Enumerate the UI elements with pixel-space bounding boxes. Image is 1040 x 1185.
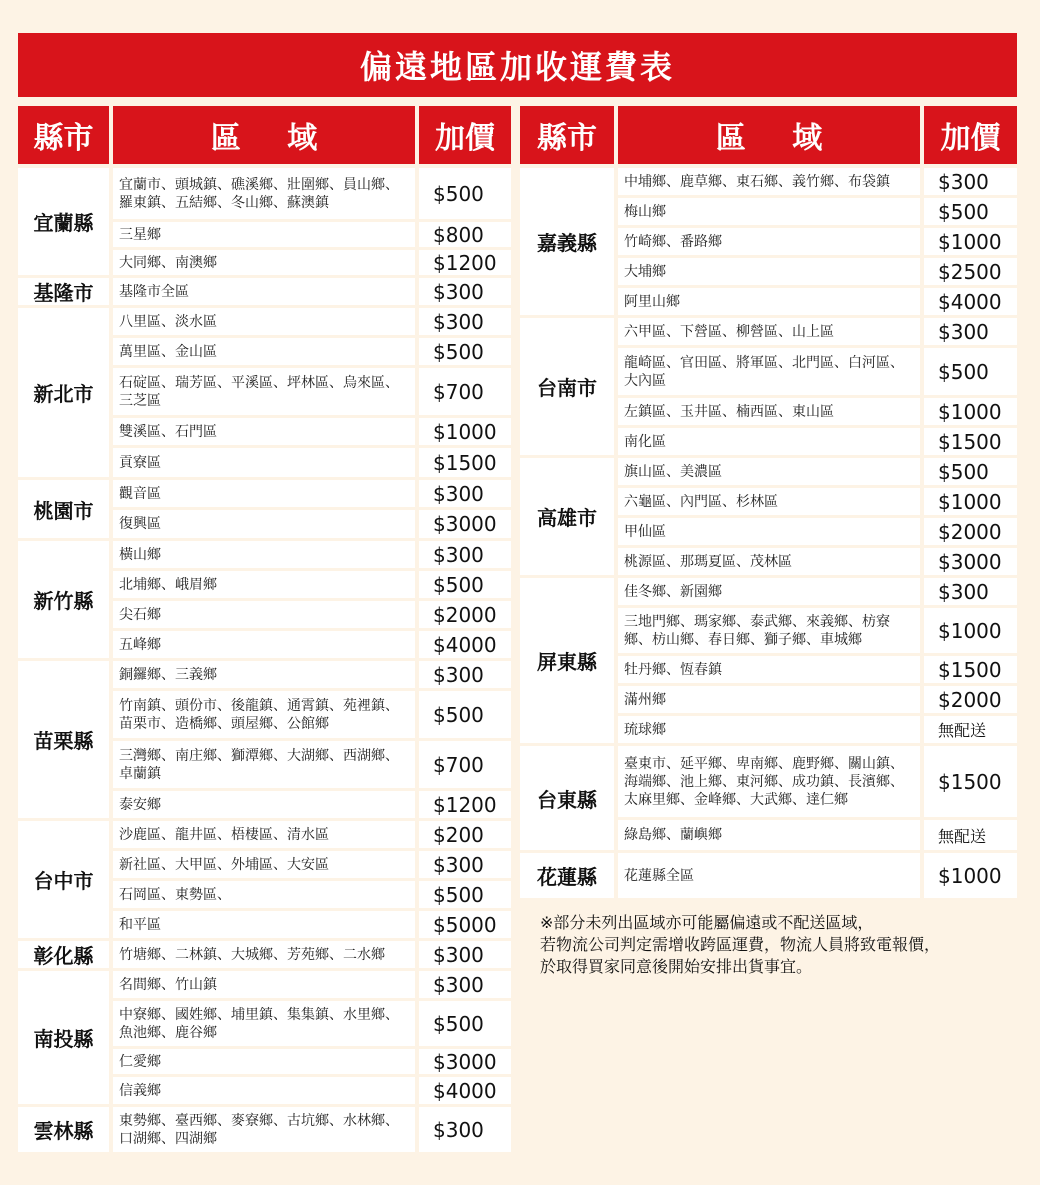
- price-cell: $300: [419, 971, 511, 998]
- region-cell: 大同鄉、南澳鄉: [113, 250, 415, 275]
- price-cell: $1000: [419, 418, 511, 445]
- note-line: ※部分未列出區域亦可能屬偏遠或不配送區域，: [540, 913, 874, 932]
- price-cell: $2500: [924, 258, 1017, 285]
- price-cell: $500: [419, 881, 511, 908]
- region-cell: 龍崎區、官田區、將軍區、北門區、白河區、大內區: [618, 348, 920, 395]
- price-cell: $500: [419, 691, 511, 738]
- price-cell: $1000: [924, 853, 1017, 898]
- region-cell: 甲仙區: [618, 518, 920, 545]
- price-cell: 無配送: [924, 716, 1017, 743]
- region-cell: 橫山鄉: [113, 541, 415, 568]
- city-cell: 宜蘭縣: [18, 168, 109, 275]
- region-cell: 阿里山鄉: [618, 288, 920, 315]
- region-cell: 五峰鄉: [113, 631, 415, 658]
- region-cell: 宜蘭市、頭城鎮、礁溪鄉、壯圍鄉、員山鄉、羅東鎮、五結鄉、冬山鄉、蘇澳鎮: [113, 168, 415, 219]
- region-cell: 萬里區、金山區: [113, 338, 415, 365]
- city-cell: 台中市: [18, 821, 109, 938]
- price-cell: $1000: [924, 398, 1017, 425]
- region-cell: 三灣鄉、南庄鄉、獅潭鄉、大湖鄉、西湖鄉、卓蘭鎮: [113, 741, 415, 788]
- price-cell: $3000: [419, 1049, 511, 1074]
- price-cell: $200: [419, 821, 511, 848]
- region-cell: 貢寮區: [113, 448, 415, 477]
- city-cell: 屏東縣: [520, 578, 614, 743]
- region-cell: 牡丹鄉、恆春鎮: [618, 656, 920, 683]
- price-cell: $1500: [924, 746, 1017, 817]
- region-cell: 東勢鄉、臺西鄉、麥寮鄉、古坑鄉、水林鄉、口湖鄉、四湖鄉: [113, 1107, 415, 1152]
- price-cell: 無配送: [924, 820, 1017, 850]
- price-cell: $300: [419, 541, 511, 568]
- price-cell: $500: [419, 571, 511, 598]
- city-cell: 嘉義縣: [520, 168, 614, 315]
- price-cell: $3000: [419, 510, 511, 538]
- price-cell: $700: [419, 368, 511, 415]
- shipping-note: [540, 912, 1030, 978]
- price-cell: $1500: [924, 428, 1017, 455]
- price-cell: $300: [924, 578, 1017, 605]
- city-cell: 桃園市: [18, 480, 109, 538]
- price-cell: $500: [419, 1001, 511, 1046]
- region-cell: 南化區: [618, 428, 920, 455]
- price-cell: $700: [419, 741, 511, 788]
- price-cell: $2000: [419, 601, 511, 628]
- note-line: 於取得買家同意後開始安排出貨事宜。: [540, 957, 813, 976]
- region-cell: 新社區、大甲區、外埔區、大安區: [113, 851, 415, 878]
- region-cell: 竹南鎮、頭份市、後龍鎮、通霄鎮、苑裡鎮、苗栗市、造橋鄉、頭屋鄉、公館鄉: [113, 691, 415, 738]
- region-cell: 中寮鄉、國姓鄉、埔里鎮、集集鎮、水里鄉、魚池鄉、鹿谷鄉: [113, 1001, 415, 1046]
- price-cell: $1500: [924, 656, 1017, 683]
- city-cell: 新竹縣: [18, 541, 109, 658]
- region-cell: 銅鑼鄉、三義鄉: [113, 661, 415, 688]
- region-cell: 八里區、淡水區: [113, 308, 415, 335]
- region-cell: 臺東市、延平鄉、卑南鄉、鹿野鄉、關山鎮、海端鄉、池上鄉、東河鄉、成功鎮、長濱鄉、太麻里鄉、金峰鄉、大武鄉、達仁鄉: [618, 746, 920, 817]
- price-cell: $1500: [419, 448, 511, 477]
- left-header-region: 區 域: [113, 106, 415, 164]
- price-cell: $300: [419, 851, 511, 878]
- region-cell: 琉球鄉: [618, 716, 920, 743]
- region-cell: 泰安鄉: [113, 791, 415, 818]
- price-cell: $500: [924, 198, 1017, 225]
- region-cell: 桃源區、那瑪夏區、茂林區: [618, 548, 920, 575]
- region-cell: 六甲區、下營區、柳營區、山上區: [618, 318, 920, 345]
- region-cell: 尖石鄉: [113, 601, 415, 628]
- region-cell: 和平區: [113, 911, 415, 938]
- region-cell: 中埔鄉、鹿草鄉、東石鄉、義竹鄉、布袋鎮: [618, 168, 920, 195]
- price-cell: $1200: [419, 250, 511, 275]
- price-cell: $4000: [419, 1077, 511, 1104]
- left-header-price: 加價: [419, 106, 511, 164]
- price-cell: $3000: [924, 548, 1017, 575]
- price-cell: $5000: [419, 911, 511, 938]
- price-cell: $300: [419, 480, 511, 507]
- left-header-city: 縣市: [18, 106, 109, 164]
- region-cell: 六龜區、內門區、杉林區: [618, 488, 920, 515]
- price-cell: $1000: [924, 488, 1017, 515]
- region-cell: 竹崎鄉、番路鄉: [618, 228, 920, 255]
- price-cell: $4000: [419, 631, 511, 658]
- region-cell: 仁愛鄉: [113, 1049, 415, 1074]
- price-cell: $500: [419, 338, 511, 365]
- right-header-region: 區 域: [618, 106, 920, 164]
- city-cell: 彰化縣: [18, 941, 109, 968]
- price-cell: $300: [419, 308, 511, 335]
- region-cell: 名間鄉、竹山鎮: [113, 971, 415, 998]
- region-cell: 石岡區、東勢區、: [113, 881, 415, 908]
- price-cell: $2000: [924, 518, 1017, 545]
- region-cell: 復興區: [113, 510, 415, 538]
- region-cell: 旗山區、美濃區: [618, 458, 920, 485]
- region-cell: 竹塘鄉、二林鎮、大城鄉、芳苑鄉、二水鄉: [113, 941, 415, 968]
- region-cell: 觀音區: [113, 480, 415, 507]
- region-cell: 花蓮縣全區: [618, 853, 920, 898]
- region-cell: 信義鄉: [113, 1077, 415, 1104]
- price-cell: $2000: [924, 686, 1017, 713]
- region-cell: 北埔鄉、峨眉鄉: [113, 571, 415, 598]
- region-cell: 滿州鄉: [618, 686, 920, 713]
- region-cell: 綠島鄉、蘭嶼鄉: [618, 820, 920, 850]
- city-cell: 新北市: [18, 308, 109, 477]
- city-cell: 基隆市: [18, 278, 109, 305]
- region-cell: 三地門鄉、瑪家鄉、泰武鄉、來義鄉、枋寮鄉、枋山鄉、春日鄉、獅子鄉、車城鄉: [618, 608, 920, 653]
- city-cell: 苗栗縣: [18, 661, 109, 818]
- price-cell: $500: [419, 168, 511, 219]
- price-cell: $300: [924, 168, 1017, 195]
- region-cell: 石碇區、瑞芳區、平溪區、坪林區、烏來區、三芝區: [113, 368, 415, 415]
- price-cell: $1000: [924, 608, 1017, 653]
- price-cell: $300: [419, 278, 511, 305]
- city-cell: 台南市: [520, 318, 614, 455]
- note-line: 若物流公司判定需增收跨區運費，物流人員將致電報價，: [540, 935, 941, 954]
- city-cell: 南投縣: [18, 971, 109, 1104]
- price-cell: $4000: [924, 288, 1017, 315]
- price-cell: $300: [419, 661, 511, 688]
- region-cell: 左鎮區、玉井區、楠西區、東山區: [618, 398, 920, 425]
- city-cell: 花蓮縣: [520, 853, 614, 898]
- page-title: 偏遠地區加收運費表: [18, 33, 1017, 97]
- right-header-price: 加價: [924, 106, 1017, 164]
- price-cell: $300: [419, 1107, 511, 1152]
- region-cell: 三星鄉: [113, 222, 415, 247]
- price-cell: $500: [924, 348, 1017, 395]
- price-cell: $1000: [924, 228, 1017, 255]
- price-cell: $800: [419, 222, 511, 247]
- region-cell: 大埔鄉: [618, 258, 920, 285]
- region-cell: 雙溪區、石門區: [113, 418, 415, 445]
- region-cell: 沙鹿區、龍井區、梧棲區、清水區: [113, 821, 415, 848]
- city-cell: 高雄市: [520, 458, 614, 575]
- price-cell: $300: [419, 941, 511, 968]
- city-cell: 台東縣: [520, 746, 614, 850]
- city-cell: 雲林縣: [18, 1107, 109, 1152]
- region-cell: 梅山鄉: [618, 198, 920, 225]
- price-cell: $300: [924, 318, 1017, 345]
- region-cell: 佳冬鄉、新園鄉: [618, 578, 920, 605]
- region-cell: 基隆市全區: [113, 278, 415, 305]
- price-cell: $1200: [419, 791, 511, 818]
- right-header-city: 縣市: [520, 106, 614, 164]
- price-cell: $500: [924, 458, 1017, 485]
